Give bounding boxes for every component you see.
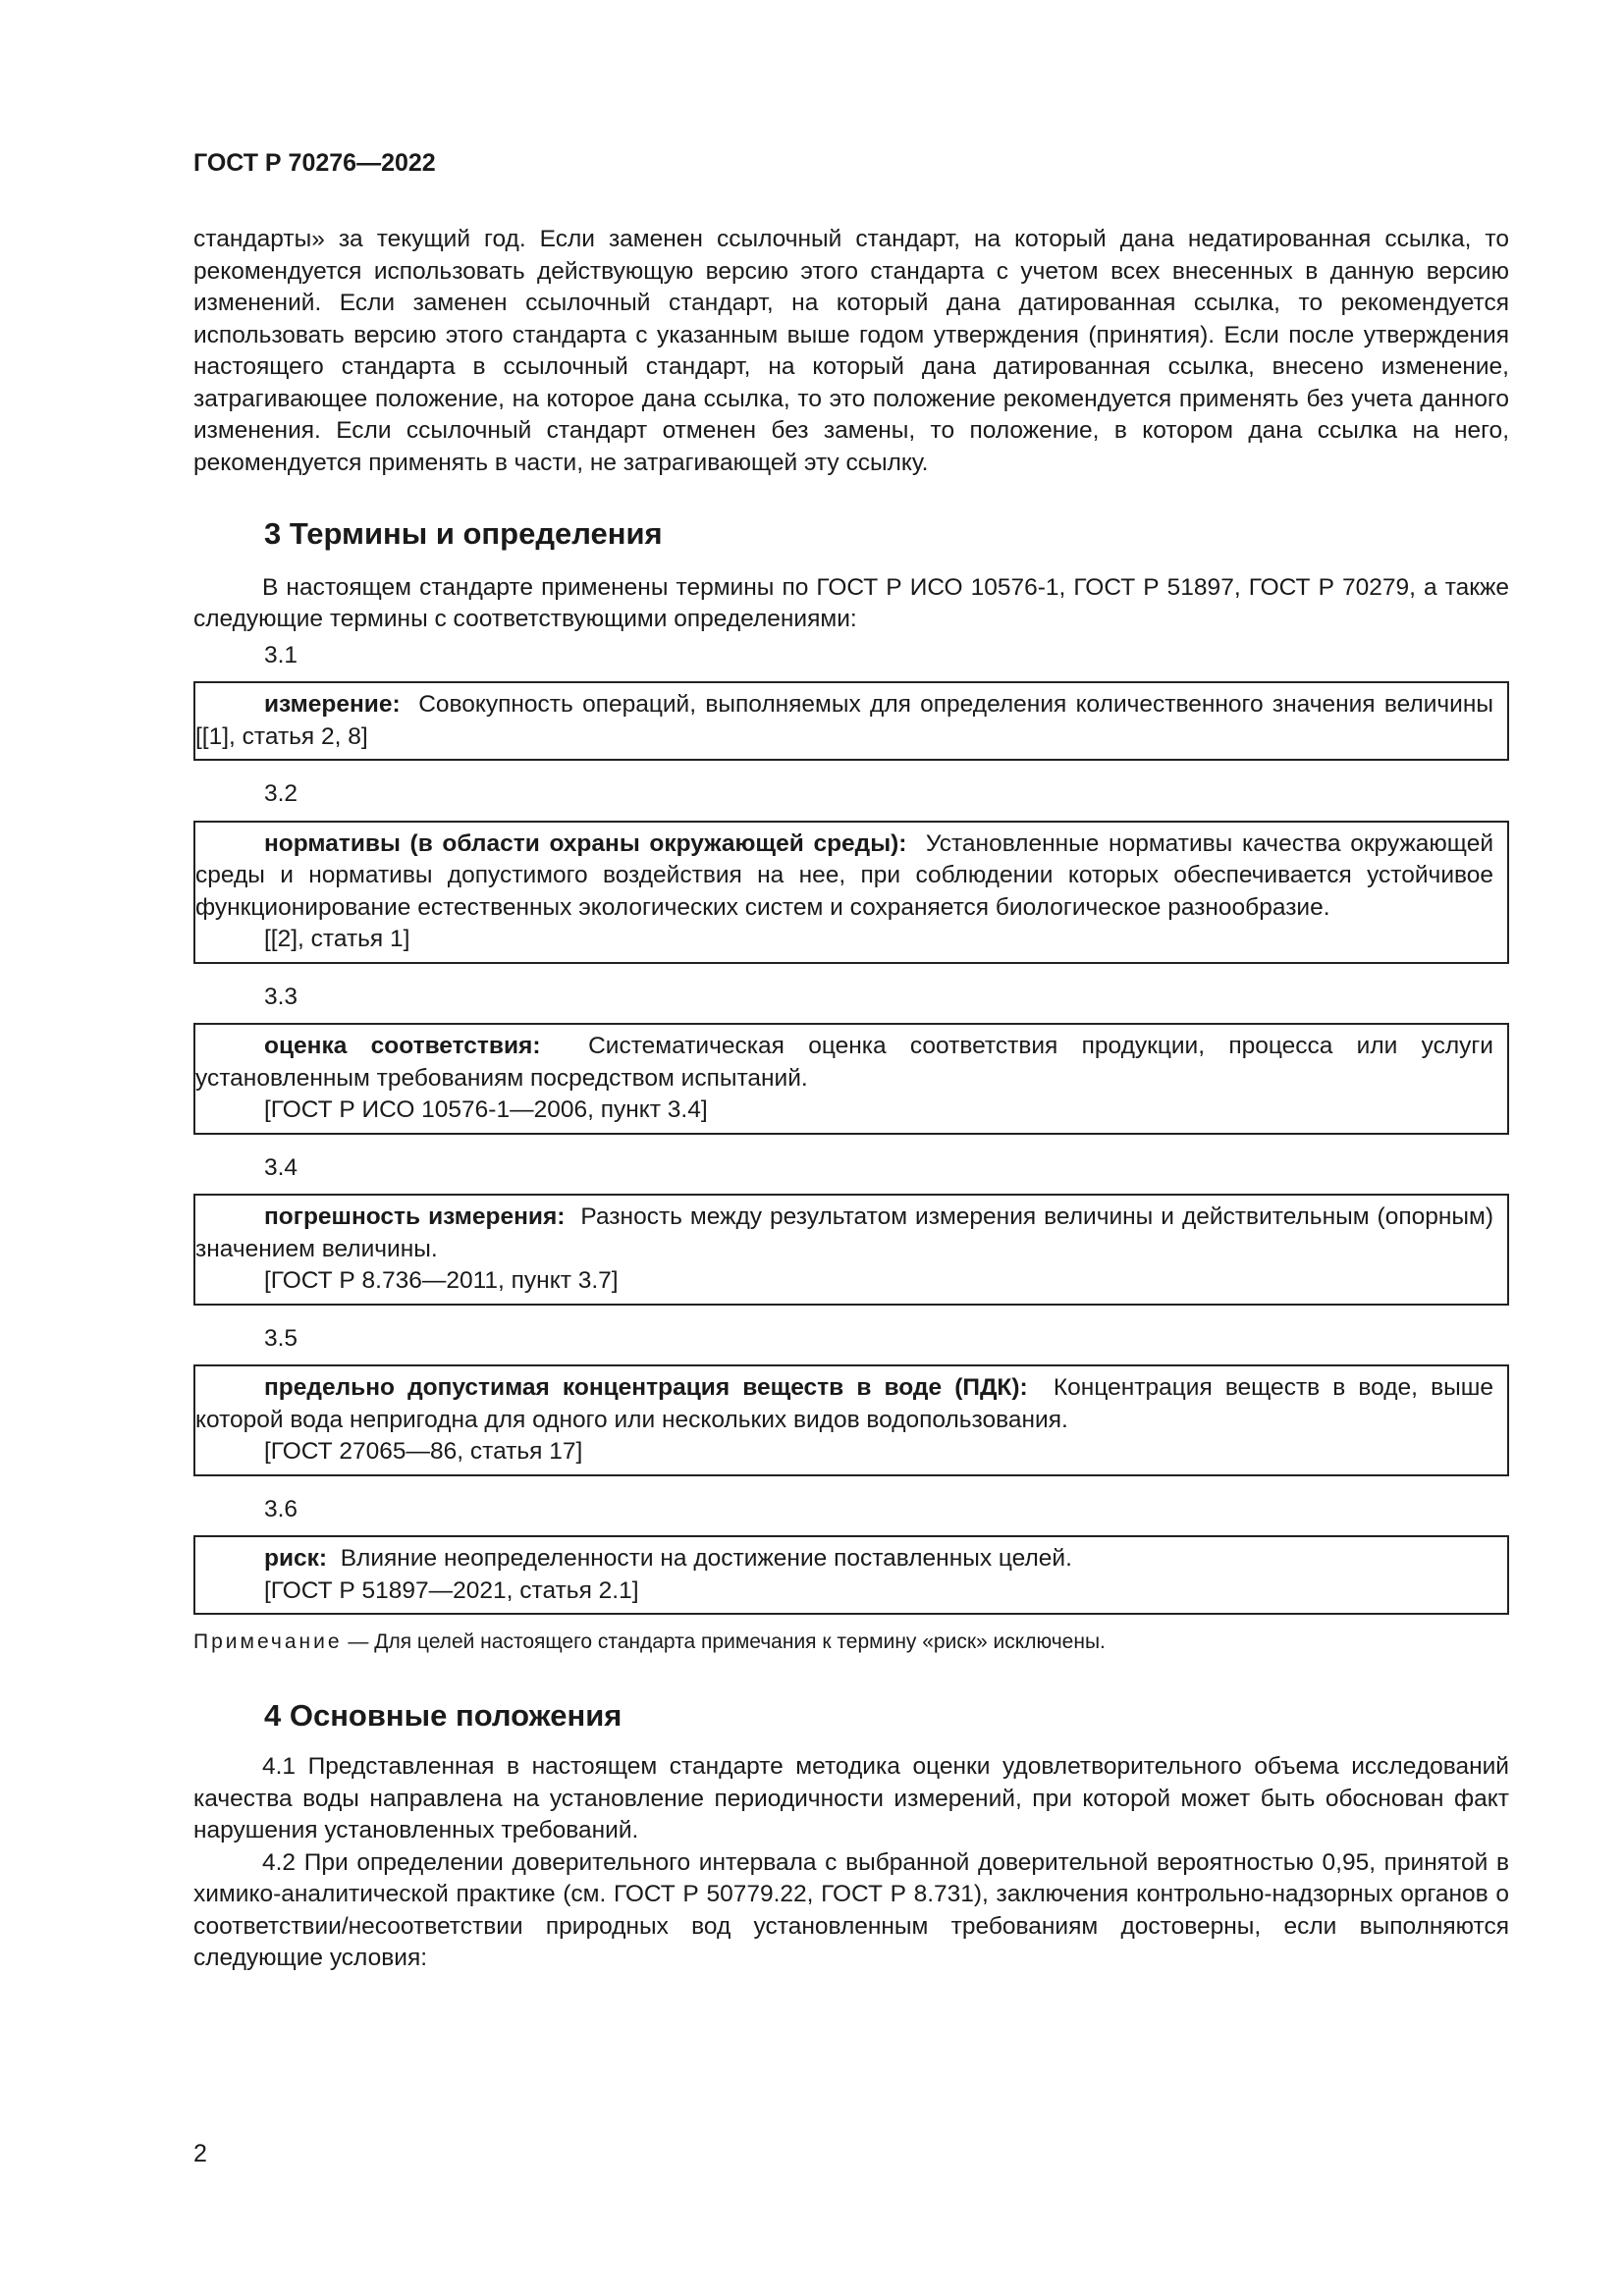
note-label: Примечание <box>193 1630 343 1653</box>
term-number: 3.3 <box>264 983 298 1010</box>
term-box <box>193 1194 1509 1306</box>
term-definition: Концентрация веществ в воде, выше которой вода непригодна для одного или нескольких видов водопользования. <box>195 1374 1493 1433</box>
terms-list <box>193 640 1509 1616</box>
term-box <box>193 681 1509 761</box>
term-name: погрешность измерения: <box>264 1203 566 1230</box>
term-definition: Систематическая оценка соответствия продукции, процесса или услуги установленным требованиям посредством испытаний. <box>195 1033 1493 1092</box>
page-content <box>193 224 1509 1975</box>
page-number: 2 <box>193 2140 207 2167</box>
term-source: [ГОСТ Р 8.736—2011, пункт 3.7] <box>264 1267 619 1294</box>
term-box <box>193 1535 1509 1615</box>
term-source: [ГОСТ 27065—86, статья 17] <box>264 1438 583 1465</box>
term-number: 3.5 <box>264 1324 298 1352</box>
term-name: нормативы (в области охраны окружающей среды): <box>264 829 907 857</box>
term-definition: Установленные нормативы качества окружающей среды и нормативы допустимого воздействия на нее, при соблюдении которых обеспечивается устойчивое функционирование естественных экологических систем и сохраняется биологическое разнообразие. <box>195 829 1493 921</box>
term-definition-line <box>195 1543 1493 1575</box>
note-text: — Для целей настоящего стандарта примечания к термину «риск» исключены. <box>342 1630 1106 1653</box>
term-definition: Разность между результатом измерения величины и действительным (опорным) значением величины. <box>195 1203 1494 1262</box>
clause-4-1: 4.1 Представленная в настоящем стандарте методика оценки удовлетворительного объема исследований качества воды направлена на установление периодичности измерений, при которой может быть обоснован факт нарушения установленных требований. <box>193 1753 1509 1843</box>
term-name: риск: <box>264 1545 328 1572</box>
term-name: измерение: <box>264 691 401 718</box>
section-4-title: 4 Основные положения <box>264 1697 623 1733</box>
term-name: предельно допустимая концентрация веществ в воде (ПДК): <box>264 1374 1028 1401</box>
term-number: 3.6 <box>264 1495 298 1522</box>
document-header: ГОСТ Р 70276—2022 <box>193 149 436 177</box>
term-source: [[2], статья 1] <box>264 926 410 952</box>
term-definition-line <box>195 1031 1493 1095</box>
term-box <box>193 821 1509 964</box>
clause-4-2: 4.2 При определении доверительного интервала с выбранной доверительной вероятностью 0,95, принятой в химико-аналитической практике (см. ГОСТ Р 50779.22, ГОСТ Р 8.731), заключения контрольно-надзорных органов о соответствии/несоответствии природных вод установленным требованиям достоверны, если выполняются следующие условия: <box>193 1848 1509 1971</box>
term-definition-line <box>195 689 1493 753</box>
term-definition: Совокупность операций, выполняемых для определения количественного значения величины [[1], статья 2, 8] <box>195 691 1493 750</box>
term-note <box>193 1627 1509 1659</box>
term-definition-line <box>195 1372 1493 1436</box>
term-name: оценка соответствия: <box>264 1033 541 1059</box>
term-box <box>193 1023 1509 1135</box>
intro-paragraph: стандарты» за текущий год. Если заменен ссылочный стандарт, на который дана недатированная ссылка, то рекомендуется использовать действующую версию этого стандарта с учетом всех внесенных в данную версию изменений. Если заменен ссылочный стандарт, на который дана датированная ссылка, то рекомендуется использовать версию этого стандарта с указанным выше годом утверждения (принятия). Если после утверждения настоящего стандарта в ссылочный стандарт, на который дана датированная ссылка, внесено изменение, затрагивающее положение, на которое дана ссылка, то это положение рекомендуется применять без учета данного изменения. Если ссылочный стандарт отменен без замены, то положение, в котором дана ссылка на него, рекомендуется применять в части, не затрагивающей эту ссылку. <box>193 226 1509 476</box>
term-number: 3.1 <box>264 641 298 668</box>
term-number: 3.4 <box>264 1153 298 1181</box>
term-number: 3.2 <box>264 780 298 807</box>
term-source: [ГОСТ Р 51897—2021, статья 2.1] <box>264 1576 639 1604</box>
term-box <box>193 1364 1509 1476</box>
section-3-title: 3 Термины и определения <box>264 516 663 551</box>
term-definition: Влияние неопределенности на достижение поставленных целей. <box>340 1545 1072 1572</box>
term-definition-line <box>195 828 1493 925</box>
term-definition-line <box>195 1201 1493 1265</box>
term-source: [ГОСТ Р ИСО 10576-1—2006, пункт 3.4] <box>264 1096 708 1123</box>
section-3-intro: В настоящем стандарте применены термины по ГОСТ Р ИСО 10576-1, ГОСТ Р 51897, ГОСТ Р 70279, а также следующие термины с соответствующими определениями: <box>193 573 1509 632</box>
